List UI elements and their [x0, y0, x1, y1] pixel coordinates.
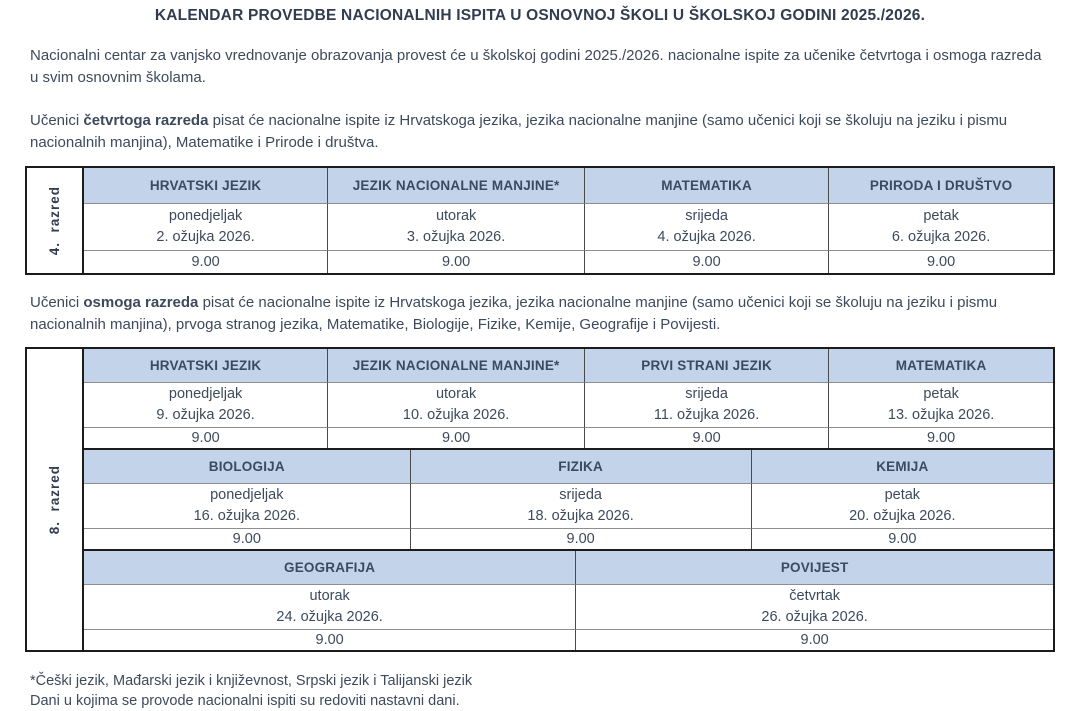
exam-date: 16. ožujka 2026.: [194, 506, 300, 527]
exam-date: 6. ožujka 2026.: [892, 227, 990, 248]
exam-date-row: [84, 204, 1053, 250]
exam-day: petak: [885, 485, 920, 506]
subject-header-cell: BIOLOGIJA: [84, 450, 410, 484]
exam-time-cell: 9.00: [84, 250, 327, 273]
subject-header-row: [84, 168, 1053, 204]
grade8-bands: [84, 349, 1053, 650]
subject-header-cell: HRVATSKI JEZIK: [84, 349, 327, 383]
exam-date: 24. ožujka 2026.: [276, 607, 382, 628]
exam-time-cell: 9.00: [584, 250, 828, 273]
subject-header-cell: GEOGRAFIJA: [84, 551, 575, 585]
exam-time-row: [84, 528, 1053, 549]
table-grade8: [25, 347, 1055, 652]
grade4-bold-term: četvrtoga razreda: [83, 112, 208, 129]
exam-date: 18. ožujka 2026.: [527, 506, 633, 527]
exam-date: 2. ožujka 2026.: [156, 227, 254, 248]
exam-day: utorak: [436, 206, 476, 227]
exam-day: četvrtak: [789, 586, 840, 607]
exam-date-cell: [327, 383, 584, 427]
footnote-languages: *Češki jezik, Mađarski jezik i književnost, Srpski jezik i Talijanski jezik: [30, 672, 1050, 692]
page-title: KALENDAR PROVEDBE NACIONALNIH ISPITA U OSNOVNOJ ŠKOLI U ŠKOLSKOJ GODINI 2025./2026.: [30, 7, 1050, 25]
subject-header-cell: KEMIJA: [751, 450, 1053, 484]
grade8-paragraph: [30, 292, 1050, 335]
exam-time-cell: 9.00: [327, 250, 584, 273]
exam-date: 11. ožujka 2026.: [654, 405, 759, 426]
exam-time-cell: 9.00: [751, 528, 1053, 549]
exam-band: [84, 168, 1053, 273]
exam-day: utorak: [436, 384, 476, 405]
intro-text: Nacionalni centar za vanjsko vrednovanje obrazovanja provest će u školskoj godini 2025./2026. nacionalne ispite za učenike četvrtoga i osmoga razreda u svim osnovnim školama.: [30, 47, 1041, 86]
exam-date: 9. ožujka 2026.: [156, 405, 254, 426]
exam-time-cell: 9.00: [828, 427, 1053, 448]
exam-day: srijeda: [685, 206, 728, 227]
exam-time-row: [84, 250, 1053, 273]
exam-day: ponedjeljak: [169, 206, 242, 227]
exam-time-cell: 9.00: [584, 427, 828, 448]
footnote: [30, 672, 1050, 711]
grade8-prefix: Učenici: [30, 294, 83, 311]
exam-time-row: [84, 427, 1053, 448]
exam-time-cell: 9.00: [575, 629, 1053, 650]
grade8-bold-term: osmoga razreda: [83, 294, 198, 311]
exam-date-cell: [828, 204, 1053, 250]
exam-day: petak: [923, 384, 958, 405]
grade8-label-cell: [27, 349, 84, 650]
exam-date-cell: [584, 383, 828, 427]
grade4-row-label: 4. razred: [47, 186, 62, 255]
exam-date: 4. ožujka 2026.: [657, 227, 755, 248]
exam-band: [84, 448, 1053, 549]
grade8-row-label: 8. razred: [47, 465, 62, 534]
subject-header-row: [84, 551, 1053, 585]
exam-date-cell: [84, 204, 327, 250]
exam-day: utorak: [309, 586, 349, 607]
subject-header-cell: JEZIK NACIONALNE MANJINE*: [327, 349, 584, 383]
subject-header-cell: MATEMATIKA: [828, 349, 1053, 383]
grade4-prefix: Učenici: [30, 112, 83, 129]
subject-header-cell: PRVI STRANI JEZIK: [584, 349, 828, 383]
exam-day: petak: [923, 206, 958, 227]
exam-time-cell: 9.00: [327, 427, 584, 448]
table-grade4: [25, 166, 1055, 275]
subject-header-row: [84, 450, 1053, 484]
exam-date-cell: [575, 585, 1053, 629]
exam-time-cell: 9.00: [828, 250, 1053, 273]
grade4-suffix: pisat će nacionalne ispite iz Hrvatskoga jezika, jezika nacionalne manjine (samo učenici koji se školuju na jeziku i pismu nacionalnih manjina), Matematike i Prirode i društva.: [30, 112, 1007, 151]
exam-date-cell: [751, 484, 1053, 528]
exam-date: 26. ožujka 2026.: [761, 607, 867, 628]
intro-paragraph: [30, 45, 1050, 88]
exam-date: 10. ožujka 2026.: [403, 405, 509, 426]
grade4-paragraph: [30, 110, 1050, 153]
subject-header-cell: JEZIK NACIONALNE MANJINE*: [327, 168, 584, 204]
exam-date-cell: [584, 204, 828, 250]
exam-day: srijeda: [559, 485, 602, 506]
exam-date-row: [84, 383, 1053, 427]
exam-date-cell: [410, 484, 751, 528]
exam-day: srijeda: [685, 384, 728, 405]
exam-date-cell: [84, 484, 410, 528]
exam-date-cell: [84, 585, 575, 629]
subject-header-cell: FIZIKA: [410, 450, 751, 484]
exam-date-row: [84, 484, 1053, 528]
exam-day: ponedjeljak: [210, 485, 283, 506]
exam-time-row: [84, 629, 1053, 650]
exam-date-cell: [828, 383, 1053, 427]
grade4-label-cell: [27, 168, 84, 273]
exam-date-cell: [327, 204, 584, 250]
exam-time-cell: 9.00: [84, 528, 410, 549]
exam-band: [84, 549, 1053, 650]
exam-band: [84, 349, 1053, 448]
exam-time-cell: 9.00: [84, 427, 327, 448]
grade4-bands: [84, 168, 1053, 273]
grade8-suffix: pisat će nacionalne ispite iz Hrvatskoga jezika, jezika nacionalne manjine (samo učenici koji se školuju na jeziku i pismu nacionalnih manjina), prvoga stranog jezika, Matematike, Biologije, Fizike, Kemije, Geografije i Povijesti.: [30, 294, 997, 333]
exam-date-row: [84, 585, 1053, 629]
exam-date: 3. ožujka 2026.: [407, 227, 505, 248]
exam-time-cell: 9.00: [410, 528, 751, 549]
exam-day: ponedjeljak: [169, 384, 242, 405]
exam-date-cell: [84, 383, 327, 427]
exam-time-cell: 9.00: [84, 629, 575, 650]
subject-header-cell: MATEMATIKA: [584, 168, 828, 204]
exam-date: 20. ožujka 2026.: [849, 506, 955, 527]
subject-header-cell: PRIRODA I DRUŠTVO: [828, 168, 1053, 204]
subject-header-row: [84, 349, 1053, 383]
subject-header-cell: HRVATSKI JEZIK: [84, 168, 327, 204]
exam-date: 13. ožujka 2026.: [888, 405, 994, 426]
subject-header-cell: POVIJEST: [575, 551, 1053, 585]
footnote-school-days-note: Dani u kojima se provode nacionalni ispiti su redoviti nastavni dani.: [30, 692, 1050, 711]
